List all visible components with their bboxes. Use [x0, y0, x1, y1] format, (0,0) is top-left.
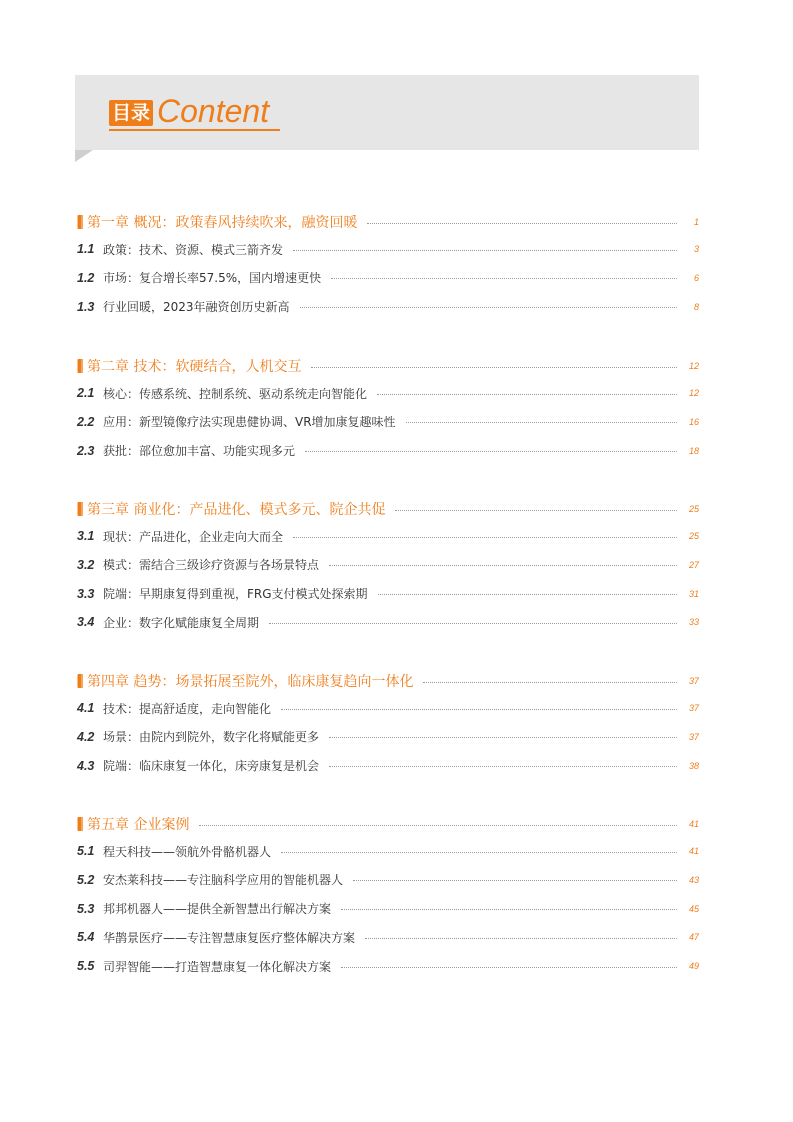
toc-chapter-row[interactable] [77, 499, 699, 519]
page-number: 31 [688, 588, 699, 599]
section-number: 3.2 [77, 557, 95, 572]
section-number: 4.1 [77, 701, 95, 716]
page-number: 49 [688, 961, 699, 971]
page-number: 25 [688, 531, 699, 542]
toc-section-row[interactable] [77, 556, 699, 573]
leader-dots [329, 766, 677, 767]
toc-section-row[interactable] [77, 241, 699, 258]
toc-chapter-row[interactable] [77, 356, 699, 376]
book-icon [77, 816, 84, 832]
section-title: 核心：传感系统、控制系统、驱动系统走向智能化 [103, 386, 368, 401]
page-number: 37 [688, 676, 699, 686]
section-title: 院端：早期康复得到重视，FRG支付模式处探索期 [103, 587, 368, 602]
section-title: 程天科技——领航外骨骼机器人 [103, 844, 272, 859]
section-number: 5.1 [77, 844, 95, 859]
title-underline [109, 129, 280, 131]
leader-dots [378, 594, 677, 595]
section-title: 司羿智能——打造智慧康复一体化解决方案 [103, 959, 332, 974]
toc-section-row[interactable] [77, 585, 699, 602]
leader-dots [300, 307, 677, 308]
toc-chapter-row[interactable] [77, 671, 699, 691]
leader-dots [293, 537, 677, 538]
leader-dots [329, 737, 677, 738]
page-number: 18 [688, 445, 699, 456]
page-number: 41 [688, 819, 699, 829]
page-number: 37 [688, 731, 699, 742]
page-title [109, 93, 270, 129]
book-icon [77, 214, 84, 230]
toc-section-row[interactable] [77, 843, 699, 860]
leader-dots [367, 223, 677, 224]
toc-section-row[interactable] [77, 269, 699, 286]
page-number: 12 [688, 361, 699, 371]
leader-dots [293, 250, 677, 251]
section-title: 院端：临床康复一体化，床旁康复是机会 [103, 759, 320, 774]
toc-section-row[interactable] [77, 700, 699, 717]
page-number: 3 [693, 244, 699, 255]
section-number: 4.3 [77, 758, 95, 773]
page-number: 12 [688, 388, 699, 399]
page-number: 37 [688, 703, 699, 714]
toc-section-row[interactable] [77, 958, 699, 975]
page-number: 6 [693, 272, 699, 283]
leader-dots [365, 938, 677, 939]
title-cn: 目录 [109, 100, 153, 126]
toc-chapter-row[interactable] [77, 814, 699, 834]
toc-section-row[interactable] [77, 385, 699, 402]
book-icon [77, 501, 84, 517]
chapter-title: 第二章 技术：软硬结合，人机交互 [87, 359, 302, 375]
page-number: 8 [693, 301, 699, 312]
toc-section-row[interactable] [77, 442, 699, 459]
toc-section-row[interactable] [77, 614, 699, 631]
toc-section-row[interactable] [77, 298, 699, 315]
section-title: 模式：需结合三级诊疗资源与各场景特点 [103, 558, 320, 573]
chapter-title: 第四章 趋势：场景拓展至院外，临床康复趋向一体化 [87, 674, 414, 690]
chapter-title: 第三章 商业化：产品进化、模式多元、院企共促 [87, 502, 386, 518]
banner-fold [75, 150, 93, 162]
leader-dots [331, 278, 677, 279]
section-number: 1.1 [77, 242, 95, 257]
section-title: 华鹊景医疗——专注智慧康复医疗整体解决方案 [103, 930, 356, 945]
page-number: 38 [688, 760, 699, 771]
page-number: 27 [688, 559, 699, 570]
toc-section-row[interactable] [77, 757, 699, 774]
section-number: 2.1 [77, 386, 95, 401]
toc-section-row[interactable] [77, 728, 699, 745]
section-number: 3.1 [77, 529, 95, 544]
chapter-title: 第五章 企业案例 [87, 817, 190, 833]
section-number: 5.5 [77, 959, 95, 973]
page-number: 47 [688, 932, 699, 943]
section-title: 邦邦机器人——提供全新智慧出行解决方案 [103, 902, 332, 917]
section-number: 1.3 [77, 299, 95, 314]
leader-dots [269, 623, 677, 624]
leader-dots [329, 565, 677, 566]
page-number: 1 [693, 217, 699, 227]
section-title: 市场：复合增长率57.5%，国内增速更快 [103, 271, 322, 286]
title-en: Content [157, 93, 270, 129]
section-number: 5.2 [77, 872, 95, 887]
toc-section-row[interactable] [77, 929, 699, 946]
leader-dots [395, 510, 677, 511]
section-number: 4.2 [77, 729, 95, 744]
toc-chapter-row[interactable] [77, 212, 699, 232]
leader-dots [281, 852, 677, 853]
section-title: 技术：提高舒适度，走向智能化 [103, 701, 272, 716]
page-number: 16 [688, 416, 699, 427]
section-title: 企业：数字化赋能康复全周期 [103, 615, 260, 630]
toc-section-row[interactable] [77, 413, 699, 430]
leader-dots [423, 682, 677, 683]
leader-dots [377, 394, 677, 395]
chapter-title: 第一章 概况：政策春风持续吹来，融资回暖 [87, 215, 358, 231]
section-number: 2.3 [77, 443, 95, 458]
leader-dots [341, 967, 677, 968]
leader-dots [305, 451, 677, 452]
leader-dots [341, 909, 677, 910]
toc-section-row[interactable] [77, 900, 699, 917]
section-number: 3.4 [77, 615, 95, 630]
page-number: 33 [688, 617, 699, 628]
leader-dots [281, 709, 677, 710]
toc-section-row[interactable] [77, 528, 699, 545]
leader-dots [406, 422, 677, 423]
section-number: 5.3 [77, 901, 95, 916]
toc-section-row[interactable] [77, 871, 699, 888]
leader-dots [311, 367, 677, 368]
section-number: 1.2 [77, 270, 95, 285]
section-title: 现状：产品进化，企业走向大而全 [103, 529, 284, 544]
section-title: 安杰莱科技——专注脑科学应用的智能机器人 [103, 873, 344, 888]
section-title: 获批：部位愈加丰富、功能实现多元 [103, 444, 296, 459]
page-number: 43 [688, 874, 699, 885]
book-icon [77, 673, 84, 689]
leader-dots [199, 825, 677, 826]
section-title: 应用：新型镜像疗法实现患健协调、VR增加康复趣味性 [103, 415, 396, 430]
section-title: 行业回暖，2023年融资创历史新高 [103, 300, 290, 315]
section-title: 政策：技术、资源、模式三箭齐发 [103, 242, 284, 257]
section-number: 3.3 [77, 586, 95, 601]
leader-dots [353, 880, 677, 881]
section-number: 2.2 [77, 414, 95, 429]
section-number: 5.4 [77, 930, 95, 945]
section-title: 场景：由院内到院外，数字化将赋能更多 [103, 730, 320, 745]
book-icon [77, 358, 84, 374]
page-number: 25 [688, 504, 699, 514]
page-number: 41 [688, 846, 699, 857]
page-number: 45 [688, 903, 699, 914]
